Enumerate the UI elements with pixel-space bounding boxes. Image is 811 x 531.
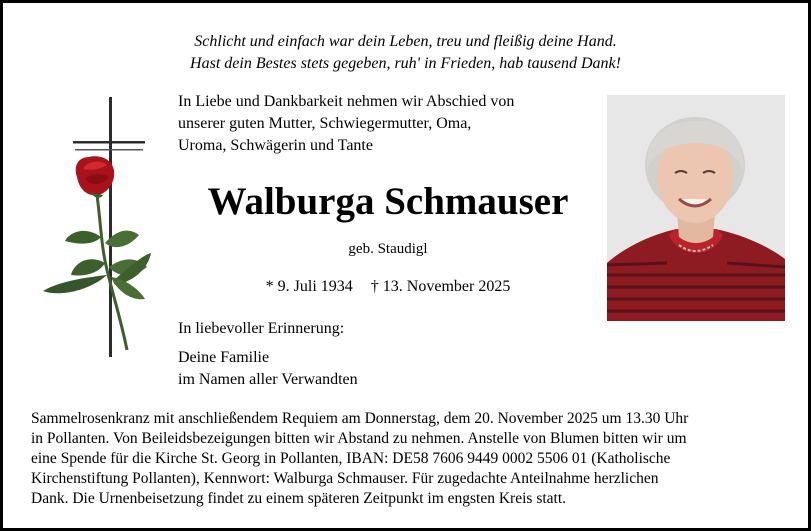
- maiden-name: geb. Staudigl: [348, 241, 428, 257]
- notice-line: Dank. Die Urnenbeisetzung findet zu einem späteren Zeitpunkt im engsten Kreis statt.: [31, 490, 567, 507]
- intro-line: unserer guten Mutter, Schwiegermutter, Oma,: [178, 115, 472, 132]
- birth-date: * 9. Juli 1934: [265, 278, 353, 295]
- farewell-intro: [178, 91, 598, 157]
- portrait-photo: [607, 95, 785, 321]
- family-line: im Namen aller Verwandten: [178, 371, 358, 388]
- notice-line: Sammelrosenkranz mit anschließendem Requiem am Donnerstag, dem 20. November 2025 um 13.30 Uhr: [31, 410, 689, 427]
- notice-line: in Pollanten. Von Beileidsbezeigungen bitten wir Abstand zu nehmen. Anstelle von Blumen bitten wir um: [31, 430, 687, 447]
- notice-line: Kirchenstiftung Pollanten), Kennwort: Walburga Schmauser. Für zugedachte Anteilnahme herzlichen: [31, 470, 659, 487]
- portrait-illustration: [607, 95, 785, 321]
- intro-line: Uroma, Schwägerin und Tante: [178, 137, 373, 154]
- family-line: Deine Familie: [178, 349, 270, 366]
- memory-label: In liebevoller Erinnerung:: [178, 320, 345, 337]
- death-date: † 13. November 2025: [370, 278, 511, 295]
- intro-line: In Liebe und Dankbarkeit nehmen wir Abschied von: [178, 93, 515, 110]
- deceased-name: Walburga Schmauser: [207, 180, 569, 223]
- life-dates: [143, 276, 633, 298]
- poem: [3, 31, 808, 75]
- cross-with-rose-icon: [39, 95, 159, 361]
- service-notice: [31, 409, 789, 509]
- poem-line: Hast dein Bestes stets gegeben, ruh' in Frieden, hab tausend Dank!: [190, 55, 621, 72]
- family-signature: [178, 347, 358, 391]
- notice-line: eine Spende für die Kirche St. Georg in Pollanten, IBAN: DE58 7606 9449 0002 5506 01 (Katholische: [31, 450, 671, 467]
- poem-line: Schlicht und einfach war dein Leben, treu und fleißig deine Hand.: [194, 33, 617, 50]
